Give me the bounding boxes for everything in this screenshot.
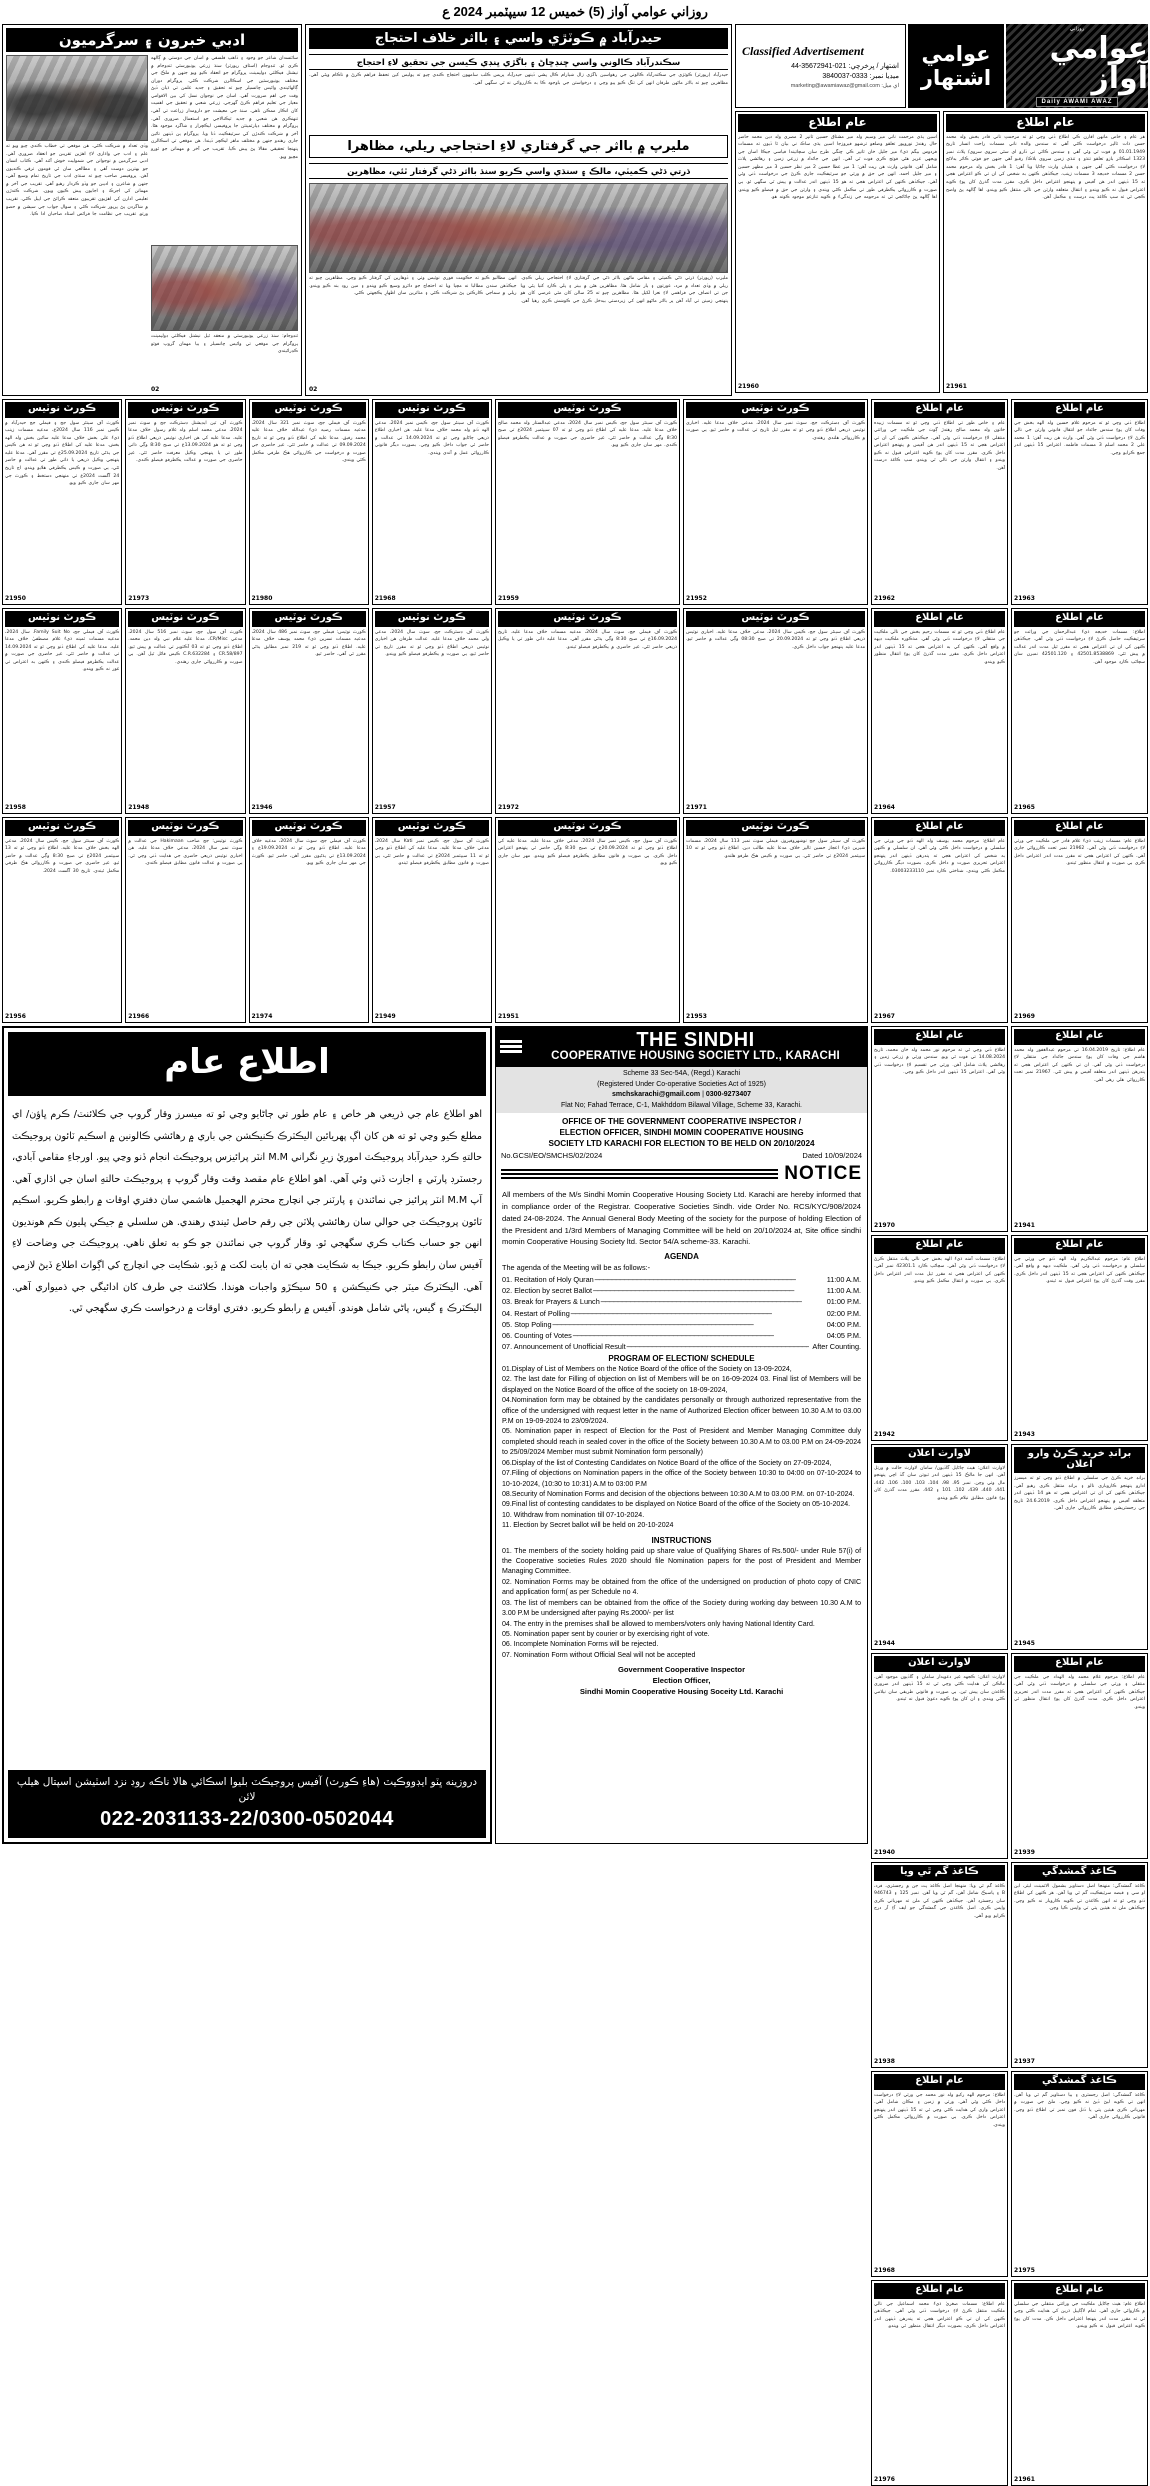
ad-header-general-notice: عام اطلاع xyxy=(874,1238,1005,1254)
court-notice-ad xyxy=(495,817,680,1023)
court-notice-ad xyxy=(372,608,492,814)
ad-header-court-notice: ڪورٽ نوٽيس xyxy=(252,820,366,836)
agenda-item xyxy=(502,1308,861,1319)
agenda-number: 04. xyxy=(502,1308,513,1318)
ad-reference-number: 21962 xyxy=(874,595,895,602)
ad-body: عام ۽ خاص طور تي اطلاع ڏني وڃي ٿو ته مسمات زبيده خاتون ولد محمد صالح رهندڙ ڳوٺ جي ملڪيت جي وراثتي منتقلي لاءِ درخواست ڏني وئي آهي. جيڪڏهن ڪنهن کي ان تي اعتراض هجي ته 15 ڏينهن اندر هن آفيس ۾ پنهنجو اعتراض داخل ڪري. مقرر مدت کان پوءِ ڪوبه اعتراض قبول نه ڪيو ويندو ۽ انتقال وارثن جي نالي ٿي ويندو. سڀ ڪاغذ درست آهن. xyxy=(874,420,1006,471)
lost-papers-ad xyxy=(1011,1862,1148,2068)
ad-body: ڪورٽ آف سينئر سول جج نوشهروفيروز، فيملي سوٽ نمبر 113 سال 2024، مسمات شيرين ڌيءَ اعجاز حسين ٽالپر خلاف مدعا عليه طالب دين. اطلاع ڏنو وڃي ٿو ته 10 سيپٽمبر 2024ع تي حاضر ٿئي. ٻي صورت ۾ ڪيس هڪ طرفو هلندو. xyxy=(686,838,866,859)
ad-header-court-notice: ڪورٽ نوٽيس xyxy=(498,611,677,627)
ad-body: عام اطلاع: تاريخ 16.04.2019 تي مرحوم عبدالغفور ولد محمد هاشم جي وفات کان پوءِ سندس جائداد جي منتقلي لاءِ درخواست ڏني وئي آهي. ان تي ڪنهن کي اعتراض هجي ته پندرهن ڏينهن اندر متعلقه آفيس ۾ پيش ٿئي. 21967 نمبر تحت ڪارروائي هلي رهي آهي. xyxy=(1014,1047,1145,1083)
news-photo-malir xyxy=(309,183,728,273)
ad-body: هر عام ۽ خاص مانهن اقارن ڪي اطلاع ڏني وڃي ٿو ته مرحمتِ ناني قادر بخش ولد محمد حسن ذات ٽالپر درخواست ڪٿي آهي ته سندس والده ناني مسمات راحت انسار تاريخ 01.01.1949 ۾ فوت ٿي وئي آهي ۽ سندس ڪاٿي ني ڏارو اي سٿي سروي سروي/ پلاٽ نمبر 1323 اسڪاٽر بازو تعلقو تنڌو ۽ تنڌي زمين سروي بلاڪ/ رقبو آهي جنهن جو فوتي ڪاٿر بدلائج لاءِ درخواست ڪٿي آهي جنهن ۽ هيٺيان وارث ڄاڻايا ويا آهن: 1 قادر بخش ولد مرحوم محمد حسن 2 مسمات خديجه 3 مسمات زينب. جيڪڏهن ڪنهن به شخص کي ان تي ڪو اعتراض هجي ته 15 ڏينهن اندر هن آفيس ۾ پنهنجو اعتراض داخل ڪري. مقرر مدت گذرڻ کان پوءِ ڪوبه اعتراض قبول نه ڪيو ويندو ۽ انتقال متعلقه وارثن جي نالي منتقل ڪيو ويندو. اها ڳالهه پڻ واضح ڪجي ٿي ته سڀ ڪاغذ پٽ درست ۽ مڪمل آهن. xyxy=(946,134,1145,201)
subhead-malir: ڌرتي ڌڻي ڪميٽي، مالڪ ۽ سنڌي واسي ڪريو سنڌ بااثر ڌڻي گرفتار ٿئي، مظاهرين xyxy=(309,163,728,179)
ad-header-general-notice: عام اطلاع xyxy=(1014,402,1145,418)
masthead-phone2-label: ميڊيا نمبر: xyxy=(869,73,899,80)
ad-header-court-notice: ڪورٽ نوٽيس xyxy=(686,611,865,627)
instructions-heading: INSTRUCTIONS xyxy=(651,1535,712,1545)
agenda-number: 07. xyxy=(502,1341,513,1351)
court-notice-ad xyxy=(2,608,122,814)
news-ref-literary: 02 xyxy=(151,386,160,393)
masthead-email-value: marketing@awamiawaz@gmail.com xyxy=(790,82,880,89)
agenda-number: 05. xyxy=(502,1319,513,1329)
news-body-malir: مليرپ (رپورٽر) ڌرتي ڌڻي ڪميٽي ۽ مقامي ماڻهن بااثر ڌڻي جي گرفتاري لاءِ احتجاجي ريلي ڪڍي. ريلي ۾ وڏي تعداد ۾ مرد، عورتون ۽ ٻار شامل هئا. مظاهرين هٿن ۾ بينر ۽ پلي ڪارڊ کنيا پئي ويا جن تي انصاف جي فراهمي لاءِ نعرا لکيل هئا. مظاهرين چيو ته 25 سالن کان مٿي عرصي کان هو پنهنجي زمينن تي آباد آهن پر بااثر ماڻهو انهن کي زبردستي بيدخل ڪرڻ جي ڪوشش ڪري رهيا آهن. انهن مطالبو ڪيو ته حڪومت فوري نوٽيس وٺي ۽ ڏوهارين کي گرفتار ڪيو وڃي. مظاهرين چيو ته جيڪڏهن سندن مطالبا نه مڃيا ويا ته احتجاج جو دائرو وسيع ڪيو ويندو ۽ مين روڊ بند ڪيو ويندو. ريلي ۾ سماجي ڪارڪنن پڻ شرڪت ڪئي ۽ متاثرين سان اظهارِ يڪجهتي ڪئي. xyxy=(309,276,728,304)
ad-body: اطلاع: مسمات آمنه ڌيءَ الهه بخش جي نالي پلاٽ منتقل ڪرڻ لاءِ درخواست ڏني وئي آهي. سڃاڻپ ڪارڊ 42301.1 نمبر آهي. ڪنهن کي اعتراض هجي ته مقرر ٿيل مدت اندر اعتراض داخل ڪري. ٻي صورت ۾ انتقال مڪمل ڪيو ويندو. xyxy=(874,1256,1006,1285)
headline-malir: مليرپ ۾ بااثر جي گرفتاري لاءِ احتجاجي ريلي، مظاهرا xyxy=(309,135,728,158)
general-notice-ad xyxy=(735,111,940,393)
ad-header-general-notice: عام اطلاع xyxy=(1014,1238,1145,1254)
ad-body: ڪورٽ آف سينئر سول جج ۽ فيملي جج حيدرآباد ۾ ڪيس نمبر 116 سال 2024ع، مدعيه مسمات زينب ڌيءَ علي بخش خلاف مدعا عليه سائين بخش ولد الهه بخش. مدعا عليه کي اطلاع ڏنو وڃي ٿو ته هن ڪيس جي ٻڌڻي تاريخ 25.09.2024ع تي مقرر آهي. مدعا عليه پنهنجي وڪيل ذريعي يا ذاتي طور تي عدالت ۾ حاضر ٿئي، ٻي صورت ۾ ڪيس يڪطرفي هلايو ويندو. اڄ تاريخ 24 آگسٽ 2024ع تي منهنجي دستخط ۽ ڪورٽ جي مهر سان جاري ڪيو ويو. xyxy=(5,420,120,487)
society-logo-row xyxy=(496,1027,867,1067)
agenda-label: Break for Prayers & Lunch xyxy=(514,1297,600,1307)
instruction-item: 07. Nomination Form without Official Seal will not be accepted xyxy=(502,1651,696,1659)
masthead-phone1-label: اشتهار / ڀرخرچي: xyxy=(848,62,899,70)
ad-header-court-notice: ڪورٽ نوٽيس xyxy=(375,611,489,627)
lost-papers-ad xyxy=(1011,2071,1148,2277)
ad-body: عام اطلاع: مرحوم محمد يوسف ولد الهه ڏنو جي ورثي جي سلسلي ۾ درخواست داخل ڪئي وئي آهي. ان سلسلي ۾ ڪنهن به شخص کي اعتراض هجي ته پندرهن ڏينهن اندر پنهنجو اعتراض تحريري صورت ۾ داخل ڪري. بصورت ديگر ڪارروائي مڪمل ڪئي ويندي. شناختي ڪارڊ نمبر 03003233110. xyxy=(874,838,1006,874)
ad-body: اطلاع ڏني وڃي ٿي ته مرحوم نور محمد ولد خان محمد، تاريخ 14.08.2024 تي فوت ٿي ويو. سندس ورثي ۾ زرعي زمين ۽ رهائشي پلاٽ شامل آهن. ورثي جي تقسيم لاءِ درخواست ڏني وئي آهي. اعتراض 15 ڏينهن اندر داخل ڪيو وڃي. xyxy=(874,1047,1006,1076)
court-notice-ad xyxy=(249,399,369,605)
general-notice-ad xyxy=(1011,1653,1148,1859)
instruction-item: 06. Incomplete Nomination Forms will be rejected. xyxy=(502,1641,659,1649)
news-body-literary-right: سائنسدان شاعر جو وجود ۽ ڏاهپ فلسفي ۾ اسان جي دوستي ۾ ڳالهه ڪري ٿو. ٽنڊوجام (اسٽاف رپورٽر) سنڌ زرعي يونيورسٽي ٽنڊوجام ۾ نيشنل فيڪلٽي ڊولپمينٽ پروگرام جو انعقاد ڪيو ويو جنهن ۾ ملڪ جي مختلف يونيورسٽين جي اسڪالرن شرڪت ڪئي. پروگرام دوران ڳالهائيندي وائيس چانسيلر چيو ته تحقيق ۽ جديد علمن تي ڌيان ڏيڻ وقت جي اهم ضرورت آهي. اسان جي نوجوان نسل کي بين الاقوامي معيار جي تعليم فراهم ڪرڻ گهرجي. زرعي شعبي ۾ تحقيق جي اهميت کان انڪار ممڪن ناهي. سنڌ جي معيشت جو دارومدار زراعت تي آهي، تنهنڪري هن شعبي ۾ جديد ٽيڪنالاجي جو استعمال ضروري آهي. پروگرام ۾ مختلف ڊپارٽمينٽن جا پروفيسر، ليڪچرار ۽ شاگرد موجود هئا. آخر ۾ شرڪت ڪندڙن کي سرٽيفڪيٽ ڏنا ويا. پروگرام ٻن ڏينهن تائين جاري رهندو جنهن ۾ مختلف ماهر ليڪچر ڏيندا. هن موقعي تي اسڪالرن پنهنجا تحقيقي مقالا پڻ پيش ڪيا. تقريب جي آخر ۾ مهمانن جو ٿورو مڃيو ويو. xyxy=(151,56,298,160)
masthead-phone2 xyxy=(742,72,899,83)
ad-header-court-notice: ڪورٽ نوٽيس xyxy=(128,820,242,836)
ad-body: ڪورٽ آف ڊسٽرڪٽ جج، سوٽ سال 2024، مدعي ولي محمد خلاف مدعا عليه. عدالت طرفان هن اخباري نوٽيس ذريعي اطلاع ڏنو وڃي ٿو ته مقرر تاريخ تي حاضر ٿيو، ٻي صورت ۾ يڪطرفو فيصلو ڪيو ويندو. xyxy=(374,629,489,658)
ad-header-general-notice: عام اطلاع xyxy=(874,1029,1005,1045)
ad-reference-number: 21964 xyxy=(874,804,895,811)
ad-header-court-notice: ڪورٽ نوٽيس xyxy=(252,402,366,418)
masthead-contact-block xyxy=(735,24,906,108)
news-column-hyderabad xyxy=(305,24,732,396)
ad-reference-number: 21953 xyxy=(686,1013,707,1020)
general-notice-ad xyxy=(943,111,1148,393)
court-notice-ad xyxy=(372,817,492,1023)
signature-line2: Election Officer, xyxy=(652,1675,711,1685)
headline-literary: ادبي خبرون ۽ سرگرميون xyxy=(6,28,298,52)
agenda-list xyxy=(496,1262,867,1352)
ad-body: عام اطلاع: مرحوم غلام محمد ولد الهداد جي ملڪيت جي منتقلي ۽ ورثي جي سلسلي ۾ درخواست ڏني وئي آهي. جيڪڏهن ڪنهن کي اعتراض هجي ته مقرر مدت اندر تحريري اعتراض داخل ڪري. مدت گذرڻ کان پوءِ انتقال منظور ٿي ويندو. xyxy=(1014,1674,1145,1710)
agenda-label: Recitation of Holy Quran xyxy=(514,1275,594,1285)
general-notice-ad xyxy=(871,1235,1008,1441)
general-notice-ad xyxy=(1011,1235,1148,1441)
ad-reference-number: 21973 xyxy=(128,595,150,602)
ad-reference-number: 21967 xyxy=(874,1013,895,1020)
ad-reference-number: 21945 xyxy=(1014,1640,1035,1647)
masthead-email-label: اي ميل: xyxy=(881,82,899,89)
masthead-email xyxy=(742,83,899,89)
ad-header-general-notice: عام اطلاع xyxy=(874,611,1005,627)
society-name-line1: THE SINDHI xyxy=(636,1029,755,1051)
ad-header-general-notice: عام اطلاع xyxy=(874,2074,1005,2090)
agenda-item xyxy=(502,1330,861,1341)
ad-header-general-notice: عام اطلاع xyxy=(874,2283,1005,2299)
court-notice-ad xyxy=(249,608,369,814)
ad-header-court-notice: ڪورٽ نوٽيس xyxy=(252,611,366,627)
ad-reference-number: 21942 xyxy=(874,1431,895,1438)
public-notice-advertisement xyxy=(2,1026,492,1844)
news-photo-literary-2 xyxy=(151,245,298,331)
agenda-time: 11:00 A.M. xyxy=(826,1286,862,1296)
ad-header-lost-papers: ڪاغذ گم ٿي ويا xyxy=(874,1865,1005,1881)
ad-reference-number: 21966 xyxy=(128,1013,150,1020)
ad-reference-number: 21959 xyxy=(498,595,519,602)
notice-word: NOTICE xyxy=(784,1163,863,1185)
general-notice-ad xyxy=(871,2071,1008,2277)
agenda-label: Stop Poling xyxy=(514,1319,552,1329)
agenda-number: 01. xyxy=(502,1275,513,1285)
ad-reference-number: 21968 xyxy=(374,595,396,602)
general-notice-ad xyxy=(871,2280,1008,2486)
ad-body: لاوارث اعلان: هيٺ ڄاڻايل گاڏيون/ سامان لاوارث حالت ۾ ورتل آهن. انهن جا مالڪ 15 ڏينهن اندر ثبوتن سان گڏ اچي پنهنجو مال وٺي وڃن. نمبر 95، 98، 104، 103، 100، 106، 442، 441، 440، 439، 102، 101 ۽ 442. مقرر مدت گذرڻ کان پوءِ قانون مطابق نيلام ڪيو ويندو. xyxy=(874,1465,1006,1501)
general-notice-ad xyxy=(1011,1026,1148,1232)
masthead-section-line1: عوامي xyxy=(921,41,991,66)
agenda-label: Counting of Votes xyxy=(514,1330,572,1340)
news-caption-literary: ٽنڊوجام: سنڌ زرعي يونيورسٽي ۾ منعقد ٿيل نيشنل فيڪلٽي ڊولپمينٽ پروگرام جي موقعي تي وائيس چانسيلر ۽ ٻيا مهمان گروپ فوٽو ڪڍرائيندي xyxy=(151,334,298,355)
publication-logo xyxy=(1006,24,1148,108)
news-body-literary-left: وڏي تعداد ۾ شرڪت ڪئي. ھن موقعي تي خطاب ڪندي چيو ويو ته علم ۽ ادب جي واڌاري لاءِ اهڙين تقريبن جو انعقاد ضروري آهي. ادبي سرگرمين ۾ نوجوانن جي شموليت خوش آئند آهي. ڪتاب انسان جو بهترين دوست آهي ۽ مطالعي سان ئي قومون ترقي ڪنديون آهن. پروفيسر صاحب چيو ته سنڌي ادب جي تاريخ تمام وسيع آهي، جنهن ۾ شاعرن ۽ اديبن جو وڏو ڪردار رهيو آهي. تقريب جي آخر ۾ مھمانن کي اجرڪ ۽ اجايون پيش ڪيون ويون. شرڪت ڪندڙن تعليمي ادارن کي اهڙيون تقريبون منعقد ڪرائڻ جي اپيل ڪئي. تقريب ۾ شاگردن پڻ ڀرپور شرڪت ڪئي ۽ سوال جواب جي سيشن ۾ حصو ورتو. تقريب جي نظامت جا فرائض استاد صاحبان ادا ڪيا. xyxy=(6,144,148,218)
ad-reference-number: 21937 xyxy=(1014,2058,1035,2065)
signature-line3: Sindhi Momin Cooperative Housing Soceity Ltd. Karachi xyxy=(579,1686,784,1696)
agenda-item xyxy=(502,1341,861,1352)
agenda-item xyxy=(502,1319,861,1330)
ad-reference-number: 21950 xyxy=(5,595,26,602)
instruction-item: 03. The list of members can be obtained from the office of the Society during working day between 10.30 A.M to 3.00 P.M be undersigned after paying Rs.2000/- per list xyxy=(502,1599,862,1618)
notice-reference-row xyxy=(496,1151,867,1162)
ad-body: ڪورٽ آف ٽين ايڊيشنل ڊسٽرڪٽ جج ۾ سوٽ نمبر 2024، مدعي محمد اسلم ولد غلام رسول خلاف مدعا عليه. مدعا عليه کي هن اخباري نوٽيس ذريعي اطلاع ڏنو وڃي ٿو ته هو 13.09.2024ع تي صبح 8:30 وڳي ذاتي طور تي يا پنهنجي وڪيل معرفت حاضر ٿئي. غير حاضري جي صورت ۾ عدالت يڪطرفو فيصلو ڪندي. xyxy=(128,420,243,464)
ad-reference-number: 21969 xyxy=(1014,1013,1035,1020)
ad-reference-number: 21958 xyxy=(5,804,26,811)
ad-reference-number: 21965 xyxy=(1014,804,1035,811)
ad-body: عام اطلاع ڏني وڃي ٿو ته مسمات رحيم بخش جي نالي ملڪيت جي منتقلي لاءِ درخواست ڏني وئي آهي. مذڪوره ملڪيت ڊيهه ۾ واقع آهي. ڪنهن کي به اعتراض هجي ته 15 ڏينهن اندر اعتراض داخل ڪري. مقرر مدت گذرڻ کان پوءِ انتقال منظور ڪيو ويندو. xyxy=(874,629,1006,665)
schedule-item: 04.Nomination form may be obtained by the candidates personally or through authorized representative from the office of the undersigned with request letter in the name of Authorized Election officer between 10.30 A.M to 03.00 P.M on 19-09-2024 to 23/09/2024. xyxy=(502,1397,862,1425)
ad-reference-number: 21961 xyxy=(1014,2476,1035,2483)
ad-body: ڪورٽ آف فيملي جج، سوٽ سال 2024، مدعيه خلاف مدعا عليه. اطلاع ڏنو وڃي ٿو ته 19.09.2024ع ۽ 13.09.2024ع تي ٻڌڻيون مقرر آهن، حاضر ٿيو. ڪورٽ جي مهر سان جاري ڪيو ويو. xyxy=(251,838,366,867)
schedule-item: 10. Withdraw from nomination till 07-10-2024. xyxy=(502,1511,645,1519)
agenda-label: Election by secret Ballot xyxy=(514,1286,593,1296)
ad-header-court-notice: ڪورٽ نوٽيس xyxy=(5,611,119,627)
agenda-number: 06. xyxy=(502,1330,513,1340)
ad-reference-number: 21972 xyxy=(498,804,519,811)
ad-header-lost-papers: ڪاغذ گمشدگي xyxy=(1014,2074,1145,2090)
news-body-hyderabad: حيدرآباد (رپورٽر) ڪوٽڙي جي سڪندرآباد ڪالوني جي رهواسين باگڙي زال شيارام ڪال ڀشي ڏينهن حيدرآباد پريس ڪلب سامهون احتجاج ڪندي چيو ته پوليس کين تحفظ فراهم ڪرڻ ۾ ناڪام ويئي آهي. مظاهرين چيو ته بااثر ماڻهن طرفان انهن کي تنگ ڪيو پيو وڃي ۽ درخواستن جي باوجود ڪا به ڪارروائي نه ٿي سگهي آهي. xyxy=(309,73,728,86)
ad-body: ڪورٽ نوٽيس: فيملي جج، سوٽ نمبر 486 سال 2024، مدعيه مسمات نسرين ڌيءَ محمد يوسف خلاف مدعا عليه. اطلاع ڏنو وڃي ٿو ته 219 نمبر مطابق ٻڌڻي مقرر ٿي آهي، حاضر ٿيو. xyxy=(251,629,366,658)
subhead-hyderabad: سڪندرآباد ڪالوني واسي ڇنڊڇاڻ ۽ باگڙي ڀنڊي ڪيسن جي تحقيق لاءِ احتجاج xyxy=(309,54,728,70)
ad-body: اطلاع: مسمات خديجه ڌيءَ عبدالرحمان جي وراثت جو سرٽيفڪيٽ حاصل ڪرڻ لاءِ درخواست ڏني وئي آهي. جيڪڏهن ڪنهن کي ان تي اعتراض هجي ته مقرر ٿيل مدت اندر عدالت ۾ پيش ٿئي. 42501.8538869 ۽ 42501.120 نمبرن سان سڃاڻپ ڪارڊ موجود آهن. xyxy=(1014,629,1145,665)
ad-header-court-notice: ڪورٽ نوٽيس xyxy=(375,820,489,836)
notice-signature-block xyxy=(496,1663,867,1700)
ad-reference-number: 21944 xyxy=(874,1640,895,1647)
instruction-item: 01. The members of the society holding paid up share value of Qualifying Shares of Rs.500/- under Rule 57(i) of the Cooperative societies Rules 2020 should file Nomination papers for the post of President and Member Managing Committee. xyxy=(502,1547,862,1576)
public-notice-footer xyxy=(8,1770,486,1839)
public-notice-contact-name: دروزينه ڀٽو ايڊووڪيٽ (هاءِ ڪورٽ) آفيس پروجيڪٽ بليوا اسڪائي هالا ناڪه روڊ نزد اسٽيشن اسپتال هيلپ لائن xyxy=(16,1775,478,1804)
ad-body: ڪورٽ آف سينئر سول جج، ڪيس نمبر سال 2024، مدعي عبدالستار ولد محمد صالح خلاف مدعا عليه. مدعا عليه کي اطلاع ڏنو وڃي ٿو ته 07 سيپٽمبر 2024ع تي صبح 8:30 وڳي عدالت ۾ حاضر ٿئي. غير حاضري جي صورت ۾ عدالت يڪطرفو فيصلو ڪندي. مهر سان جاري ڪيو ويو. xyxy=(498,420,678,449)
agenda-time: 04:00 P.M. xyxy=(826,1319,862,1329)
ad-body: ڪورٽ آف فيملي جج، سوٽ سال 2024، مدعيه مسمات خلاف مدعا عليه. تاريخ 16.09.2024ع تي صبح 8:30 وڳي ٻڌڻي مقرر آهي. مدعا عليه ذاتي طور تي يا وڪيل ذريعي حاضر ٿئي. غير حاضري ۾ يڪطرفو فيصلو ٿيندو. xyxy=(498,629,678,650)
headline-hyderabad: حيدرآباد ۾ ڪوٽڙي واسي ۽ بااثر خلاف احتجاج xyxy=(309,28,728,49)
ad-header-lawaris: لاوارث اعلان xyxy=(874,1656,1005,1672)
ad-reference-number: 21976 xyxy=(874,2476,895,2483)
society-address-line1: Scheme 33 Sec-54A, (Regd.) Karachi xyxy=(622,1070,741,1078)
agenda-label: Announcement of Unofficial Result xyxy=(513,1341,626,1351)
ad-header-general-notice: عام اطلاع xyxy=(1014,1029,1145,1045)
general-notice-ad xyxy=(1011,817,1148,1023)
court-notice-ad xyxy=(372,399,492,605)
news-photo-literary-1 xyxy=(6,55,148,141)
brand-purchase-ad xyxy=(1011,1444,1148,1650)
schedule-item: 01.Display of List of Members on the Notice Board of the office of the Society on 13-09-2024, xyxy=(502,1365,792,1373)
lost-document-ad xyxy=(871,1653,1008,1859)
court-notice-grid xyxy=(2,399,492,1023)
ad-body: ڪورٽ آف سينئر سول جج، ڪيس سال 2024، مدعي الهه بخش خلاف مدعا عليه. اطلاع ڏنو وڃي ٿو ته 13 سيپٽمبر 2024ع تي صبح 8:30 وڳي عدالت ۾ حاضر ٿيو. غير حاضري جي صورت ۾ ڪارروائي هڪ طرفي مڪمل ٿيندي. تاريخ 30 آگسٽ 2024. xyxy=(5,838,120,874)
ad-header-general-notice: عام اطلاع xyxy=(1014,611,1145,627)
ad-reference-number: 21970 xyxy=(874,1222,895,1229)
ad-header-court-notice: ڪورٽ نوٽيس xyxy=(5,820,119,836)
ad-body: ڪاغذ گم ٿي ويا: منهنجا اصل ڪاغذ پٽ جن ۾ رجسٽري، فرد، B ۽ پاسبڪ شامل آهن، گم ٿي ويا آهن. نمبر 125 ۽ 946743 سان رجسٽرڊ آهن. جيڪڏهن ڪنهن کي ملن ته مهرباني ڪري واپس ڪري. اصل ڪاغذن جي گمشدگي جو ايف آءِ آر درج ڪرايو ويو آهي. xyxy=(874,1883,1006,1919)
ad-body: عام اطلاع: مسمات صغريٰ ڌيءَ محمد اسماعيل جي نالي ملڪيت منتقل ڪرڻ لاءِ درخواست ڏني وئي آهي. جيڪڏهن ڪنهن کي ان تي ڪو اعتراض هجي ته پندرهن ڏينهن اندر اعتراض داخل ڪري، بصورت ديگر انتقال منظور ٿي ويندو. xyxy=(874,2301,1006,2330)
ad-reference-number: 21975 xyxy=(1014,2267,1035,2274)
masthead-section-line2: اشتهار xyxy=(920,66,992,90)
masthead-phone2-value: 0333-3840037 xyxy=(822,73,868,80)
ad-body: ڪاغذ گمشدگي: منهنجا اصل دستاويز بشمول الاٽمينٽ ليٽر، اين او سي ۽ قبضه سرٽيفڪيٽ گم ٿي ويا آهن. هر ڪنهن کي اطلاع ڏنو وڃي ٿو ته انهن ڪاغذن تي ڪوبه ڪاروبار نه ڪيو وڃي. جيڪڏهن ملن ته هيٺين پتي تي واپس ڪيا وڃن. xyxy=(1014,1883,1145,1912)
ad-reference-number: 21960 xyxy=(738,383,759,390)
ad-body: ڪورٽ نوٽيس: جج صاحب Hakimaan جي عدالت ۾ سوٽ نمبر سال 2024، مدعي خلاف مدعا عليه. هن اخباري نوٽيس ذريعي حاضري جي هدايت ڏني وڃي ٿي. ٻي صورت ۾ عدالت قانون مطابق فيصلو ڪندي. xyxy=(128,838,243,867)
instruction-item: 02. Nomination Forms may be obtained from the office of the undersigned on production of photo copy of CNIC and application form( as per Schedule no 4. xyxy=(502,1578,862,1597)
ad-body: اسين ٻڌي مرحمت ناني مير وسيم ولد مير مشتاق حسين ٽانڀر 2 مصري ولد دين محمد حاضر حال رهندڙ نوروپور تعلقو وضلعو ترشهو فيروزجا اسين ٻڌي ساڪ ني بيان ٿا ڏيون ته مسمات فردوس بيگم ڌيءَ مير جليل خان ٽانڀر ڪي ڇنگي طرح سان سڃاتيندا فياسي جيڪا اسان جي ويجهي عزيز هئي فوتج ڪري فوت ٿي آهي. انهن جي جائداد ۾ زرعي زمين ۽ رهائشي پلاٽ شامل آهن. قانوني وارث هن ريت آهن: 1 مير عطا حسين 2 مير نظر حسين 3 مير مظهر حسين ۽ مير جليل احمد. انهن جي حق ۾ ورثي جو سرٽيفڪيٽ جاري ڪرڻ جي درخواست ڏني وئي آهي. جيڪڏهن ڪنهن کي اعتراض هجي ته هو 15 ڏينهن اندر عدالت ۾ پيش ٿي سگهي ٿو. ٻي صورت ۾ ڪارروائي يڪطرفي طور تي مڪمل ڪئي ويندي ۽ وارثن جي حق ۾ فيصلو ڪيو ويندو. اها ڳالهه پڻ ڄاڻائجي ٿي ته مرحومه جي زندگيءَ ۾ ڪوبه تنازعو موجود ڪونه هو. xyxy=(738,134,937,201)
general-notice-ad xyxy=(871,608,1008,814)
masthead-phone1 xyxy=(742,62,899,73)
ad-body: ڪورٽ آف سول جج، سوٽ نمبر 516 سال 2024، مدعي CR/Misc، مدعا عليه غلام نبي ولد دين محمد. اطلاع ڏنو وڃي ٿو ته 03 آڪٽوبر تي عدالت ۾ پيش ٿيو. CR.58/897 ۽ C.R.632284 ڪيس فائل ٿيل آهن. ٻي صورت ۾ ڪارروائي جاري رهندي. xyxy=(128,629,243,665)
ad-header-general-notice: عام اطلاع xyxy=(1014,1656,1145,1672)
ad-header-general-notice: عام اطلاع xyxy=(874,402,1005,418)
schedule-item: 07.Filing of objections on Nomination papers in the office of the Society between 10:30 to 04:00 on 07-10-2024 to 10-10-2024, (10:30 to 10:31) A.M to 03:00 P.M xyxy=(502,1470,862,1488)
ad-reference-number: 21971 xyxy=(686,804,707,811)
ad-reference-number: 21946 xyxy=(251,804,273,811)
court-notice-ad xyxy=(683,399,868,605)
notice-date: Dated 10/09/2024 xyxy=(802,1151,863,1161)
ad-header-court-notice: ڪورٽ نوٽيس xyxy=(498,820,677,836)
ad-reference-number: 21980 xyxy=(251,595,273,602)
ad-body: اطلاع عام: هيٺ ڄاڻايل ملڪيت جي وراثتي منتقلي جي سلسلي ۾ ڪاروائي جاري آهي. تمام لاڳاپيل ڌرين کي هدايت ڪئي وڃي ٿي ته مقرر مدت اندر پنهنجا اعتراض داخل ڪن. مدت کان پوءِ ڪوبه اعتراض قبول نه ڪيو ويندو. xyxy=(1014,2301,1145,2330)
ad-header-lost-papers: ڪاغذ گمشدگي xyxy=(1014,1865,1145,1881)
ad-body: اطلاع عام: مرحوم عبدالڪريم ولد الهه ڏنو جي ورثي جي سلسلي ۾ درخواست ڏني وئي آهي. ملڪيت ڊيهه ۾ واقع آهي. جيڪڏهن ڪنهن کي اعتراض هجي ته 15 ڏينهن اندر داخل ڪري. مقرر وقت گذرڻ کان پوءِ اعتراض قبول نه ٿيندو. xyxy=(1014,1256,1145,1285)
ad-reference-number: 21974 xyxy=(251,1013,273,1020)
general-notice-ad xyxy=(871,399,1008,605)
court-notice-ad xyxy=(2,399,122,605)
instruction-item: 05. Nomination paper sent by courier or by exercising right of vote. xyxy=(502,1630,710,1638)
notice-ref-number: No.GCSI/EO/SMCHS/02/2024 xyxy=(501,1151,603,1161)
ad-reference-number: 21949 xyxy=(374,1013,396,1020)
masthead xyxy=(735,24,1148,108)
court-notice-ad xyxy=(125,608,245,814)
ad-header-court-notice: ڪورٽ نوٽيس xyxy=(686,402,865,418)
society-name-line2: COOPERATIVE HOUSING SOCIETY LTD., KARACHI xyxy=(551,1050,840,1062)
instruction-item: 04. The entry in the premises shall be allowed to members/voters only having National Identity Card. xyxy=(502,1620,815,1628)
page-date-line: روزاني عوامي آواز (5) خميس 12 سيپٽمبر 2024 ع xyxy=(442,4,708,19)
court-notice-ad xyxy=(495,399,680,605)
agenda-item xyxy=(502,1296,861,1307)
ad-header-general-notice: عام اطلاع xyxy=(874,820,1005,836)
ad-body: اطلاع ڏني وڃي ٿو ته مرحوم غلام حسين ولد الهه بخش جي وفات کان پوءِ سندس جائداد جو انتقال قانوني وارثن جي نالي ڪرڻ لاءِ درخواست ڏني وئي آهي. وارث هن ريت آهن: 1 محمد علي 2 محمد اسلم 3 مسمات فاطمه. اعتراض 15 ڏينهن اندر جمع ڪرايو وڃي. xyxy=(1014,420,1145,456)
election-schedule-list xyxy=(496,1364,867,1534)
ad-reference-number: 21948 xyxy=(128,804,150,811)
public-notice-title: اطلاع عام xyxy=(8,1032,486,1096)
schedule-item: 09.Final list of contesting candidates to be displayed on Notice Board of the office of the Society on 05-10-2024. xyxy=(502,1501,851,1509)
ad-header-court-notice: ڪورٽ نوٽيس xyxy=(375,402,489,418)
schedule-item: 02. The last date for Filling of objection on list of Members will be on 16-09-2024 03. Final list of Members will be displayed on the Notice Board of the office of the society on 18-09-2024, xyxy=(502,1376,862,1394)
ad-reference-number: 21943 xyxy=(1014,1431,1035,1438)
society-logo-icon xyxy=(500,1040,522,1053)
office-heading-line3: SOCIETY LTD KARACHI FOR ELECTION TO BE HELD ON 20/10/2024 xyxy=(548,1139,815,1149)
agenda-intro: The agenda of the Meeting will be as follows:- xyxy=(502,1263,651,1273)
ad-body: برانڊ خريد ڪرڻ جي سلسلي ۾ اطلاع ڏنو وڃي ٿو ته ميسرز ادارو پنهنجو ڪاروباري نالو ۽ برانڊ منتقل ڪري رهيو آهي. جيڪڏهن ڪنهن کي ان تي اعتراض هجي ته هو 14 ڏينهن اندر متعلقه آفيس ۾ پنهنجو اعتراض داخل ڪري. 24.6.2019 تاريخ جي رجسٽريشن مطابق ڪارروائي جاري آهي. xyxy=(1014,1476,1145,1512)
ad-body: ڪورٽ آف فيملي جج، سوٽ نمبر 321 سال 2024، مدعيه مسمات رضيه ڌيءَ عبدالله خلاف مدعا عليه محمد رفيق. مدعا عليه کي اطلاع ڏنو وڃي ٿو ته تاريخ 09.09.2024 تي عدالت ۾ حاضر ٿئي. غير حاضري جي صورت ۾ درخواست جي ڪارروائي هڪ طرفي مڪمل ڪئي ويندي. xyxy=(251,420,366,464)
ad-header-court-notice: ڪورٽ نوٽيس xyxy=(5,402,119,418)
agenda-heading: AGENDA xyxy=(664,1252,699,1262)
ad-reference-number: 21952 xyxy=(686,595,707,602)
ad-reference-number: 21961 xyxy=(946,383,967,390)
schedule-item: 05. Nomination paper in respect of Election for the Post of President and Member Managing Committee duly completed should reach in sealed cover in the office of the Society between 10.30 A.M to 03.00 P.M on 24-09-2024 to 25/09/2024 Member must submit Nomination form personally) xyxy=(502,1428,862,1457)
logo-tagline: روزاني xyxy=(1069,25,1085,32)
general-notice-ad xyxy=(871,817,1008,1023)
agenda-time: 04:05 P.M. xyxy=(826,1330,862,1340)
ad-header-court-notice: ڪورٽ نوٽيس xyxy=(686,820,865,836)
ad-header-brand-purchase: برانڊ خريد ڪرڻ وارو اعلان xyxy=(1014,1447,1145,1473)
public-notice-phone[interactable]: 022-2031133-22/0300-0502044 xyxy=(100,1808,394,1830)
general-notice-ad xyxy=(871,1026,1008,1232)
society-email[interactable]: smchskarachi@gmail.com xyxy=(612,1091,701,1099)
society-phone[interactable]: 0300-9273407 xyxy=(705,1091,752,1099)
ad-header-general-notice: عام اطلاع xyxy=(946,114,1145,132)
classified-advertisement-label: Classified Advertisement xyxy=(742,43,864,58)
ad-reference-number: 21957 xyxy=(374,804,396,811)
notice-title-bar xyxy=(496,1162,867,1187)
ad-reference-number: 21938 xyxy=(874,2058,895,2065)
ad-reference-number: 21951 xyxy=(498,1013,519,1020)
ad-header-court-notice: ڪورٽ نوٽيس xyxy=(498,402,677,418)
ad-body: ڪورٽ آف سول جج، ڪيس نمبر Kati سال 2024، مدعي خلاف مدعا عليه. مدعا عليه کي اطلاع ڏنو وڃي ٿو ته 11 سيپٽمبر 2024ع تي عدالت ۾ حاضر ٿئي، ٻي صورت ۾ قانون مطابق يڪطرفو فيصلو ٿيندو. xyxy=(374,838,489,867)
schedule-item: 06.Display of the list of Contesting Candidates on Notice Board of the office of the Society on 27-09-2024, xyxy=(502,1459,832,1467)
schedule-item: 08.Security of Nomination Forms and decision of the objections between 10:30 A.M to 03.00 P.M. on 07-10-2024. xyxy=(502,1490,855,1498)
court-notice-ad xyxy=(125,817,245,1023)
society-address-line3: Flat No; Fahad Terrace, C-1, Makhddom Bilawal Village, Scheme 33, Karachi. xyxy=(561,1101,802,1109)
general-notice-ad xyxy=(1011,2280,1148,2486)
ad-body: ڪاغذ گمشدگي: اصل رجسٽري ۽ ٻيا دستاويز گم ٿي ويا آهن. انهن تي ڪوبه ليڻ ڏيڻ نه ڪيو وڃي. ملڻ جي صورت ۾ مهرباني ڪري هيٺين پتي يا ڏنل فون نمبر تي اطلاع ڏنو وڃي. قانوني ڪارروائي جاري آهي. xyxy=(1014,2092,1145,2121)
office-heading-line1: OFFICE OF THE GOVERNMENT COOPERATIVE INSPECTOR / xyxy=(562,1117,802,1127)
court-notice-ad xyxy=(495,608,680,814)
office-heading-line2: ELECTION OFFICER, SINDHI MOMIN COOPERATIVE HOUSING xyxy=(559,1128,804,1138)
ad-header-court-notice: ڪورٽ نوٽيس xyxy=(128,402,242,418)
masthead-phone1-value: 021-35672941-44 xyxy=(791,62,847,70)
news-ref-malir: 02 xyxy=(309,386,318,393)
general-notice-ad xyxy=(1011,399,1148,605)
ad-reference-number: 21941 xyxy=(1014,1222,1035,1229)
logo-wordmark: عوامي آواز xyxy=(1049,30,1148,96)
agenda-number: 02. xyxy=(502,1286,513,1296)
notice-main-paragraph: All members of the M/s Sindhi Momin Cooperative Housing Society Ltd. Karachi are hereby informed that in compliance order of the Registrar. Cooperative Societies Sindh. vide Order No. RCS/KYC/908/2024 dated 24-08-2024. The Annual General Body Meeting of the society for the purpose of holding Election of the President and 1/3rd Members of Managing Committee will be held on 20/10/2024 at, Site office sindhi momin Cooperative Housing Society ltd. Sector 54/A scheme-33. Karachi. xyxy=(502,1190,862,1247)
court-notice-ad xyxy=(2,817,122,1023)
program-heading: PROGRAM OF ELECTION/ SCHEDULE xyxy=(608,1353,755,1363)
general-notice-grid xyxy=(871,399,1148,2486)
ad-header-general-notice: عام اطلاع xyxy=(738,114,937,132)
election-office-heading xyxy=(496,1113,867,1151)
society-registration-line: (Registered Under Co-operative Societies Act of 1925) xyxy=(597,1080,766,1088)
agenda-item xyxy=(502,1274,861,1285)
agenda-item xyxy=(502,1285,861,1296)
ad-body: اطلاع عام: مسمات زينب ڌيءَ غلام قادر جي ملڪيت جي ورثي لاءِ درخواست ڏني وئي آهي. 21962 نمبر تحت ڪارروائي جاري آهي. ڪنهن کي اعتراض هجي ته مقرر مدت اندر اعتراض داخل ڪري ٻي صورت ۾ انتقال منظور ٿيندو. xyxy=(1014,838,1145,867)
center-court-notice-grid xyxy=(495,399,868,1023)
ad-reference-number: 21968 xyxy=(874,2267,895,2274)
agenda-number: 03. xyxy=(502,1297,513,1307)
ad-body: ڪورٽ آف فيملي جج، Family Suit No. سال 2024، مدعيه مسمات ثمينه ڌيءَ غلام مصطفيٰ خلاف مدعا عليه. مدعا عليه کي اطلاع ڏنو وڃي ٿو ته 14.09.2024 تي عدالت ۾ حاضر ٿئي. غير حاضري جي صورت ۾ عدالت يڪطرفو فيصلو ڪندي ۽ ڪنهن به اعتراض تي غور نه ڪيو ويندو. xyxy=(5,629,120,673)
agenda-label: Restart of Polling xyxy=(514,1308,570,1318)
lost-papers-ad xyxy=(871,1862,1008,2068)
sindhi-momin-election-notice-ad xyxy=(495,1026,868,1844)
agenda-time: 01:00 P.M. xyxy=(826,1297,862,1307)
lost-document-ad xyxy=(871,1444,1008,1650)
ad-header-court-notice: ڪورٽ نوٽيس xyxy=(128,611,242,627)
instructions-list xyxy=(496,1546,867,1664)
ad-header-general-notice: عام اطلاع xyxy=(1014,820,1145,836)
schedule-item: 11. Election by Secret ballot will be held on 20-10-2024 xyxy=(502,1522,674,1530)
society-address-block: Scheme 33 Sec-54A, (Regd.) Karachi (Registered Under Co-operative Societies Act of 1925) smchskarachi@gmail.com | 0300-9273407 Flat No; Fahad Terrace, C-1, Makhddom Bilawal Village, Scheme 33, Karachi. xyxy=(496,1067,867,1113)
ad-reference-number: 21939 xyxy=(1014,1849,1035,1856)
logo-english-name: Daily AWAMI AWAZ xyxy=(1036,97,1119,107)
notice-rule-lines xyxy=(501,1167,778,1181)
ad-reference-number: 21963 xyxy=(1014,595,1035,602)
ad-header-general-notice: عام اطلاع xyxy=(1014,2283,1145,2299)
ad-header-lawaris: لاوارث اعلان xyxy=(874,1447,1005,1463)
ad-body: ڪورٽ آف سول جج، ڪيس نمبر سال 2024، مدعي خلاف مدعا عليه. مدعا عليه کي اطلاع ڏنو وڃي ٿو ته 20.09.2024ع تي صبح 8:30 وڳي حاضر ٿي پنهنجو اعتراض داخل ڪري. ٻي صورت ۾ قانون مطابق يڪطرفو فيصلو ڪيو ويندو. مهر سان جاري ڪيو ويو. xyxy=(498,838,678,867)
ad-reference-number: 21940 xyxy=(874,1849,895,1856)
news-column-literary xyxy=(2,24,302,396)
court-notice-ad xyxy=(125,399,245,605)
court-notice-ad xyxy=(683,817,868,1023)
ad-reference-number: 21956 xyxy=(5,1013,26,1020)
ad-body: اطلاع: مرحوم الهه رکيو ولد نور محمد جي ورثي لاءِ درخواست داخل ڪئي وئي آهي. ورثي ۾ زمين ۽ مڪان شامل آهي. اعتراض واري کي هدايت ڪئي وڃي ٿي ته 15 ڏينهن اندر پنهنجو اعتراض داخل ڪري. ٻي صورت ۾ ڪارروائي مڪمل ڪئي ويندي. xyxy=(874,2092,1006,2128)
ad-body: ڪورٽ آف ڊسٽرڪٽ جج، سوٽ نمبر سال 2024، مدعي خلاف مدعا عليه. اخباري نوٽيس ذريعي اطلاع ڏنو وڃي ٿو ته مقرر ٿيل تاريخ تي عدالت ۾ حاضر ٿيو. ٻي صورت ۾ ڪارروائي هلندي رهندي. xyxy=(686,420,866,441)
ad-body: ڪورٽ آف سينئر سول جج، ڪيس سال 2024، مدعي خلاف مدعا عليه. اخباري نوٽيس ذريعي اطلاع ڏنو وڃي ٿو ته 20.09.2024 تي صبح 08:30 وڳي عدالت ۾ حاضر ٿيو. مدعا عليه پنهنجو جواب داخل ڪري. xyxy=(686,629,866,650)
ad-body: لاوارث اعلان: ڪجهه غير دعويدار سامان ۽ گاڏيون موجود آهن. مالڪن کي هدايت ڪئي وڃي ٿي ته 15 ڏينهن اندر ضروري ڪاغذن سان پيش ٿين. ٻي صورت ۾ قانوني طريقي سان نيلامي ڪئي ويندي ۽ ان کان پوءِ ڪوبه دعويٰ قبول نه ٿيندو. xyxy=(874,1674,1006,1703)
masthead-section-title xyxy=(908,24,1004,108)
ad-body: ڪورٽ آف سينئر سول جج، ڪيس نمبر 2024، مدعي الهه ڏنو ولد محمد خلاف مدعا عليه. هن اخباري اطلاع ذريعي ڄاڻايو وڃي ٿو ته 14.09.2024 تي عدالت ۾ حاضر ٿي جواب داخل ڪيو وڃي. بصورت ديگر قانوني ڪارروائي عمل ۾ آندي ويندي. xyxy=(374,420,489,456)
general-notice-ad xyxy=(1011,608,1148,814)
agenda-time: After Counting. xyxy=(812,1341,862,1351)
agenda-time: 02:00 P.M. xyxy=(826,1308,862,1318)
public-notice-body: اهو اطلاع عام جي ذريعي هر خاص ۽ عام طور تي ڄاڻايو وڃي ٿو ته ميسرز وقار گروپ جي ڪلائنٽ/ ڪرم ڀاؤن/ اي مطلع ڪيو وڃي ٿو ته هن کان اڳ پهريائين اليڪٽرڪ ڪنيڪشن جي باري ۾ رهائشي ڪالونين ۾ اسڪيم ٽائون پروجيڪٽ حالتهِ ڪرڊ حيدرآباد پروجيڪٽ اموريٰ زيرِ نگراني M.M انٽر پرائيزس پروجيڪٽ انجام ڏنو وڃي پيو. اورجاءِ مقامي آبادي، رجسٽرڊ پارٽي ۽ اجازت ڏني وئي آهي. اهو اطلاع عام مقصد وقت وقار گروپ ۽ پروجيڪٽ حالتهِ اسان جي اڌاري آهي. آپ M.M انٽر پرائيز جي نمائندن ۽ پارٽنر جي انچارج محترم الهجميل هاشمي سان دفتري اوقات ۾ رابطو ڪريو. اسڪيم ٽائون پروجيڪٽ جي حوالي سان رهائشي پلاٽن جي رقم حاصل ٿيندي رهندي. هن سلسلي ۾ جيڪي پليون ڪم هونديون انهن جو حساب ڪتاب ڪري سگهجي ٿو. وقار گروپ جي نمائندن جو ڪو به تعلق ناهي. پروجيڪٽ جي وضاحت لاءِ آفيس سان رابطو ڪريو. جيڪا به شڪايت هجي ته ان بابت لکت ۾ ڏيو. شڪايت جي انچارج کي اڳواٽ اطلاع ڏيڻ لازمي آهي. اليڪٽرڪ ميٽر جي ڪنيڪشن ۽ 50 سيڪڙو واجبات هوندا. ڪلائنٽ جي طرف کان ادائيگي جي ذميواري آهي. اليڪٽرڪ ۽ گيس، پاڻي شامل هوندو. آفيس ۾ رابطو ڪريو. دفتري اوقات ۾ درخواست ڪري سگهجي ٿي. xyxy=(12,1109,483,1315)
signature-line1: Government Cooperative Inspector xyxy=(618,1665,746,1675)
court-notice-ad xyxy=(249,817,369,1023)
court-notice-ad xyxy=(683,608,868,814)
agenda-time: 11:00 A.M. xyxy=(826,1275,862,1285)
